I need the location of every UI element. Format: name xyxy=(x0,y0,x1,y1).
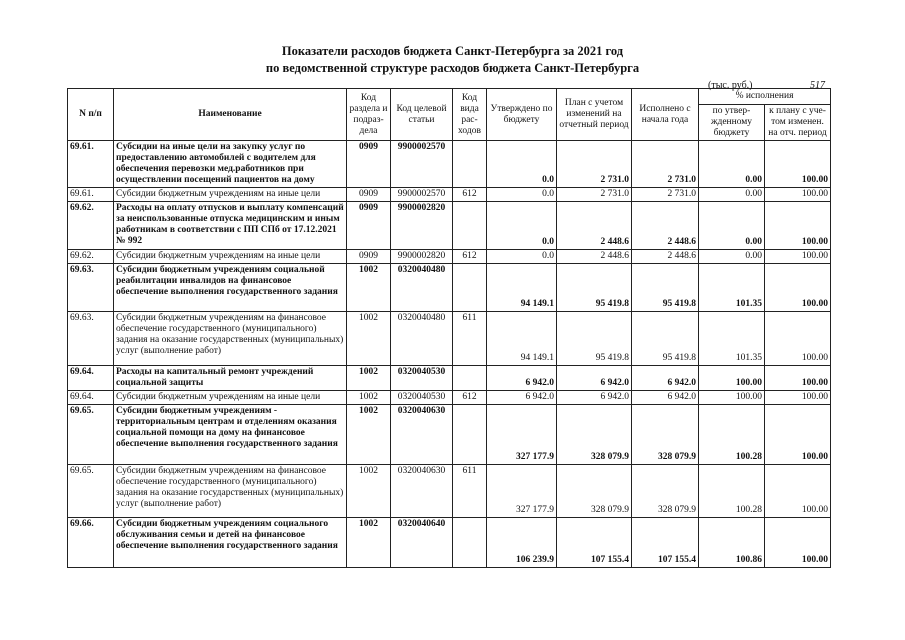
row-target-code: 0320040530 xyxy=(391,391,453,405)
row-kind-code: 611 xyxy=(453,465,487,518)
row-pct-plan: 100.00 xyxy=(765,264,831,312)
row-kind-code xyxy=(453,518,487,568)
row-approved: 327 177.9 xyxy=(487,405,557,465)
row-pct-plan: 100.00 xyxy=(765,250,831,264)
row-pct-plan: 100.00 xyxy=(765,391,831,405)
row-executed: 95 419.8 xyxy=(632,264,699,312)
row-target-code: 9900002820 xyxy=(391,202,453,250)
header-name: Наименование xyxy=(114,89,347,141)
row-kind-code: 612 xyxy=(453,391,487,405)
row-number: 69.63. xyxy=(68,312,114,366)
row-approved: 94 149.1 xyxy=(487,312,557,366)
row-kind-code xyxy=(453,405,487,465)
row-kind-code xyxy=(453,141,487,188)
header-num: N п/п xyxy=(68,89,114,141)
unit-label: (тыс. руб.) xyxy=(708,80,753,91)
table-row xyxy=(68,391,831,405)
row-target-code: 0320040480 xyxy=(391,312,453,366)
row-name: Субсидии бюджетным учреждениям на финансовое обеспечение государственного (муниципального) задания на оказание государственных (муниципальных) услуг (выполнение работ) xyxy=(114,465,347,518)
row-pct-plan: 100.00 xyxy=(765,188,831,202)
header-approved: Утверждено по бюджету xyxy=(487,89,557,141)
row-pct-approved: 0.00 xyxy=(699,141,765,188)
row-section-code: 1002 xyxy=(347,405,391,465)
row-pct-approved: 100.00 xyxy=(699,391,765,405)
row-approved: 0.0 xyxy=(487,188,557,202)
row-pct-plan: 100.00 xyxy=(765,518,831,568)
row-pct-plan: 100.00 xyxy=(765,405,831,465)
table-row xyxy=(68,465,831,518)
row-executed: 2 448.6 xyxy=(632,250,699,264)
row-section-code: 1002 xyxy=(347,518,391,568)
row-pct-approved: 101.35 xyxy=(699,312,765,366)
row-name: Субсидии бюджетным учреждениям - территориальным центрам и отделениям оказания социальной помощи на дому на финансовое обеспечение выполнения государственного задания xyxy=(114,405,347,465)
row-section-code: 0909 xyxy=(347,141,391,188)
row-plan: 2 731.0 xyxy=(557,141,632,188)
row-number: 69.64. xyxy=(68,391,114,405)
row-executed: 328 079.9 xyxy=(632,465,699,518)
row-section-code: 1002 xyxy=(347,264,391,312)
row-number: 69.61. xyxy=(68,188,114,202)
row-target-code: 0320040480 xyxy=(391,264,453,312)
row-number: 69.62. xyxy=(68,202,114,250)
row-name: Расходы на капитальный ремонт учреждений социальной защиты xyxy=(114,366,347,391)
row-kind-code xyxy=(453,264,487,312)
row-name: Субсидии бюджетным учреждениям на иные цели xyxy=(114,188,347,202)
expenditure-table xyxy=(67,88,831,568)
row-pct-approved: 100.28 xyxy=(699,405,765,465)
row-section-code: 1002 xyxy=(347,391,391,405)
row-section-code: 0909 xyxy=(347,202,391,250)
row-target-code: 9900002820 xyxy=(391,250,453,264)
row-pct-approved: 100.00 xyxy=(699,366,765,391)
row-pct-approved: 0.00 xyxy=(699,250,765,264)
row-kind-code: 612 xyxy=(453,250,487,264)
row-kind-code xyxy=(453,202,487,250)
header-section: Код раздела и подраз-дела xyxy=(347,89,391,141)
row-number: 69.63. xyxy=(68,264,114,312)
row-approved: 6 942.0 xyxy=(487,391,557,405)
row-name: Субсидии бюджетным учреждениям на иные цели xyxy=(114,250,347,264)
header-kind: Код вида рас-ходов xyxy=(453,89,487,141)
row-executed: 95 419.8 xyxy=(632,312,699,366)
row-approved: 0.0 xyxy=(487,141,557,188)
page-number: 517 xyxy=(810,80,825,91)
table-row xyxy=(68,188,831,202)
row-section-code: 0909 xyxy=(347,188,391,202)
row-number: 69.64. xyxy=(68,366,114,391)
table-row xyxy=(68,141,831,188)
row-kind-code: 612 xyxy=(453,188,487,202)
header-target: Код целевой статьи xyxy=(391,89,453,141)
row-plan: 328 079.9 xyxy=(557,405,632,465)
row-name: Расходы на оплату отпусков и выплату компенсаций за неиспользованные отпуска медицинским и иным работникам в соответствии с ПП СПб от 17.12.2021 № 992 xyxy=(114,202,347,250)
row-approved: 94 149.1 xyxy=(487,264,557,312)
row-approved: 327 177.9 xyxy=(487,465,557,518)
row-pct-plan: 100.00 xyxy=(765,465,831,518)
report-title: Показатели расходов бюджета Санкт-Петербурга за 2021 год xyxy=(281,44,624,58)
row-approved: 0.0 xyxy=(487,250,557,264)
row-executed: 2 448.6 xyxy=(632,202,699,250)
row-pct-approved: 100.86 xyxy=(699,518,765,568)
row-executed: 6 942.0 xyxy=(632,366,699,391)
row-number: 69.65. xyxy=(68,405,114,465)
row-number: 69.61. xyxy=(68,141,114,188)
row-pct-approved: 100.28 xyxy=(699,465,765,518)
row-pct-plan: 100.00 xyxy=(765,202,831,250)
row-target-code: 9900002570 xyxy=(391,141,453,188)
table-row xyxy=(68,250,831,264)
row-number: 69.65. xyxy=(68,465,114,518)
header-pct-approved: по утвер-жденному бюджету xyxy=(699,105,765,141)
row-kind-code xyxy=(453,366,487,391)
row-name: Субсидии бюджетным учреждениям социальной реабилитации инвалидов на финансовое обеспечение выполнения государственного задания xyxy=(114,264,347,312)
table-row xyxy=(68,366,831,391)
table-row xyxy=(68,405,831,465)
table-row xyxy=(68,312,831,366)
row-executed: 2 731.0 xyxy=(632,188,699,202)
row-section-code: 0909 xyxy=(347,250,391,264)
row-pct-approved: 0.00 xyxy=(699,188,765,202)
row-plan: 2 448.6 xyxy=(557,250,632,264)
row-name: Субсидии на иные цели на закупку услуг по предоставлению автомобилей с водителем для обеспечения перевозки мед.работников при осуществлении посещений пациентов на дому xyxy=(114,141,347,188)
row-plan: 2 448.6 xyxy=(557,202,632,250)
report-subtitle: по ведомственной структуре расходов бюджета Санкт-Петербурга xyxy=(265,61,640,75)
row-executed: 328 079.9 xyxy=(632,405,699,465)
row-plan: 6 942.0 xyxy=(557,366,632,391)
row-pct-plan: 100.00 xyxy=(765,312,831,366)
header-executed: Исполнено с начала года xyxy=(632,89,699,141)
row-plan: 95 419.8 xyxy=(557,312,632,366)
row-section-code: 1002 xyxy=(347,366,391,391)
row-plan: 107 155.4 xyxy=(557,518,632,568)
row-approved: 6 942.0 xyxy=(487,366,557,391)
row-section-code: 1002 xyxy=(347,312,391,366)
row-plan: 2 731.0 xyxy=(557,188,632,202)
row-section-code: 1002 xyxy=(347,465,391,518)
table-row xyxy=(68,202,831,250)
row-name: Субсидии бюджетным учреждениям на иные цели xyxy=(114,391,347,405)
table-row xyxy=(68,264,831,312)
row-number: 69.66. xyxy=(68,518,114,568)
row-target-code: 0320040630 xyxy=(391,465,453,518)
row-number: 69.62. xyxy=(68,250,114,264)
row-pct-plan: 100.00 xyxy=(765,366,831,391)
row-name: Субсидии бюджетным учреждениям социального обслуживания семьи и детей на финансовое обеспечение выполнения государственного задания xyxy=(114,518,347,568)
row-target-code: 0320040640 xyxy=(391,518,453,568)
table-row xyxy=(68,518,831,568)
row-kind-code: 611 xyxy=(453,312,487,366)
row-executed: 2 731.0 xyxy=(632,141,699,188)
header-pct-plan: к плану с уче-том изменен. на отч. период xyxy=(765,105,831,141)
header-plan: План с учетом изменений на отчетный период xyxy=(557,89,632,141)
row-name: Субсидии бюджетным учреждениям на финансовое обеспечение государственного (муниципального) задания на оказание государственных (муниципальных) услуг (выполнение работ) xyxy=(114,312,347,366)
row-pct-plan: 100.00 xyxy=(765,141,831,188)
row-plan: 328 079.9 xyxy=(557,465,632,518)
row-target-code: 9900002570 xyxy=(391,188,453,202)
row-target-code: 0320040630 xyxy=(391,405,453,465)
row-plan: 6 942.0 xyxy=(557,391,632,405)
row-plan: 95 419.8 xyxy=(557,264,632,312)
row-target-code: 0320040530 xyxy=(391,366,453,391)
row-executed: 6 942.0 xyxy=(632,391,699,405)
header-pct-group: % исполнения xyxy=(699,89,831,105)
row-approved: 106 239.9 xyxy=(487,518,557,568)
row-pct-approved: 101.35 xyxy=(699,264,765,312)
row-pct-approved: 0.00 xyxy=(699,202,765,250)
row-approved: 0.0 xyxy=(487,202,557,250)
row-executed: 107 155.4 xyxy=(632,518,699,568)
